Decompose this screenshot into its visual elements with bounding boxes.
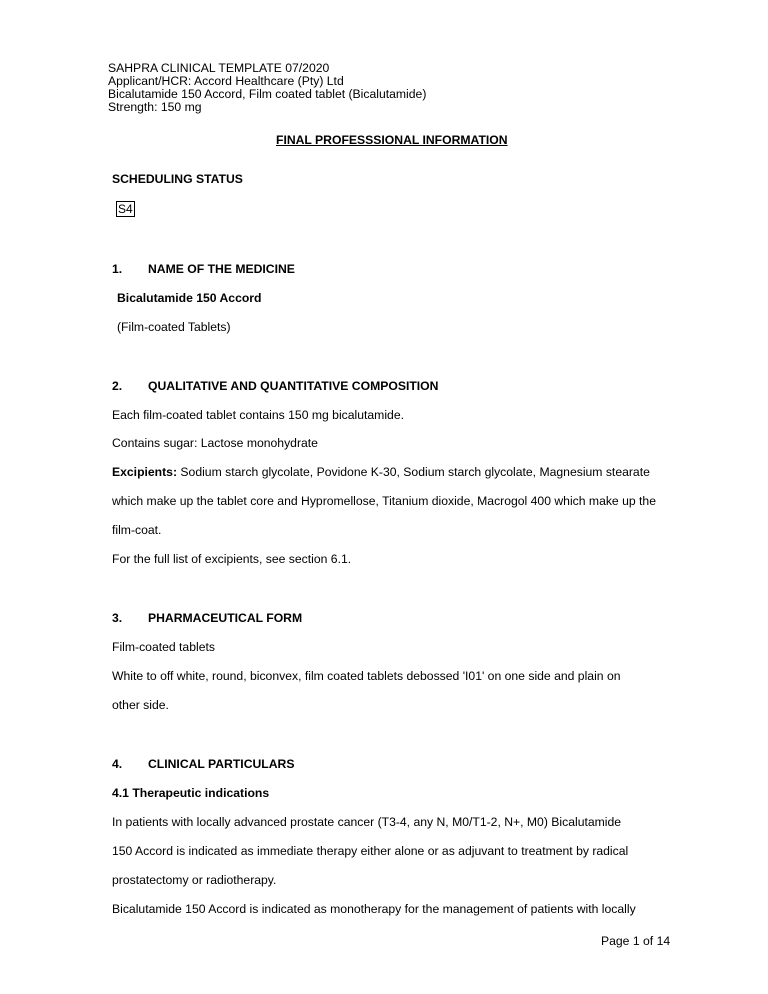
header-strength: Strength: 150 mg	[108, 100, 202, 114]
monotherapy-line-1: Bicalutamide 150 Accord is indicated as monotherapy for the management of patients with locally	[112, 902, 636, 916]
section-1-number: 1.	[112, 262, 123, 276]
medicine-name: Bicalutamide 150 Accord	[117, 291, 262, 305]
section-3-title: PHARMACEUTICAL FORM	[148, 611, 303, 625]
indications-line-1: In patients with locally advanced prostate cancer (T3-4, any N, M0/T1-2, N+, M0) Bicalutamide	[112, 815, 622, 829]
indications-line-2: 150 Accord is indicated as immediate therapy either alone or as adjuvant to treatment by radical	[112, 844, 629, 858]
section-4-number: 4.	[112, 757, 123, 771]
subsection-4-1-title: 4.1 Therapeutic indications	[112, 786, 270, 800]
header-template: SAHPRA CLINICAL TEMPLATE 07/2020	[108, 61, 330, 75]
medicine-form: (Film-coated Tablets)	[117, 320, 231, 334]
composition-text: Each film-coated tablet contains 150 mg bicalutamide.	[112, 408, 404, 422]
section-4-title: CLINICAL PARTICULARS	[148, 757, 295, 771]
excipients-label: Excipients:	[112, 465, 178, 479]
page-number: Page 1 of 14	[601, 934, 671, 948]
section-3-number: 3.	[112, 611, 123, 625]
excipients-text-1: Sodium starch glycolate, Povidone K-30, Sodium starch glycolate, Magnesium stearate	[177, 465, 650, 479]
scheduling-status-badge: S4	[118, 202, 133, 216]
indications-line-3: prostatectomy or radiotherapy.	[112, 873, 277, 887]
header-product: Bicalutamide 150 Accord, Film coated tablet (Bicalutamide)	[108, 87, 427, 101]
excipients-reference: For the full list of excipients, see section 6.1.	[112, 552, 352, 566]
scheduling-heading: SCHEDULING STATUS	[112, 172, 243, 186]
document-title: FINAL PROFESSSIONAL INFORMATION	[276, 133, 508, 147]
sugar-text: Contains sugar: Lactose monohydrate	[112, 436, 318, 450]
excipients-line-1	[112, 465, 650, 479]
section-2-title: QUALITATIVE AND QUANTITATIVE COMPOSITION	[148, 379, 439, 393]
header-applicant: Applicant/HCR: Accord Healthcare (Pty) Ltd	[108, 74, 344, 88]
excipients-line-2: which make up the tablet core and Hypromellose, Titanium dioxide, Macrogol 400 which make up the	[112, 494, 656, 508]
excipients-line-3: film-coat.	[112, 523, 162, 537]
section-2-number: 2.	[112, 379, 123, 393]
section-1-title: NAME OF THE MEDICINE	[148, 262, 295, 276]
form-description-line-2: other side.	[112, 698, 169, 712]
form-text: Film-coated tablets	[112, 640, 215, 654]
form-description-line-1: White to off white, round, biconvex, film coated tablets debossed 'I01' on one side and plain on	[112, 669, 621, 683]
